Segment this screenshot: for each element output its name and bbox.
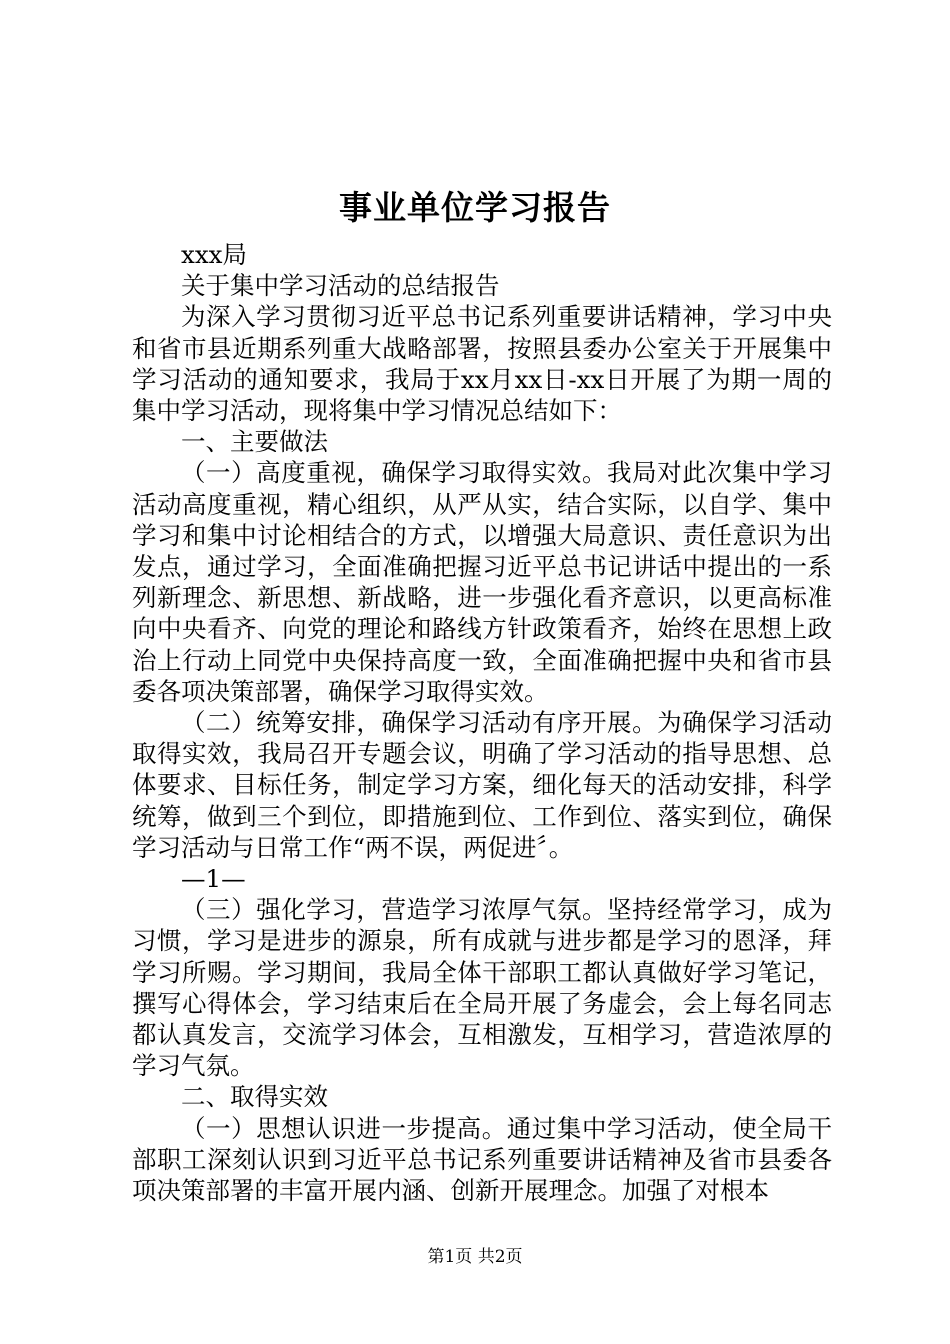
document-title: 事业单位学习报告	[339, 188, 611, 227]
page-footer: 第1页 共2页	[427, 1247, 523, 1267]
section-heading-results: 二、取得实效	[181, 1082, 328, 1112]
report-subject: 关于集中学习活动的总结报告	[181, 271, 500, 301]
intro-paragraph: 为深入学习贯彻习近平总书记系列重要讲话精神，学习中央和省市县近期系列重大战略部署，按照县委办公室关于开展集中学习活动的通知要求，我局于xx月xx日-xx日开展了为期一周的集中学习活动，现将集中学习情况总结如下：	[132, 302, 832, 426]
paragraph-result-1: （一）思想认识进一步提高。通过集中学习活动，使全局干部职工深刻认识到习近平总书记系列重要讲话精神及省市县委各项决策部署的丰富开展内涵、创新开展理念。加强了对根本	[132, 1113, 832, 1206]
document-body	[132, 239, 832, 1206]
paragraph-item-1: （一）高度重视，确保学习取得实效。我局对此次集中学习活动高度重视，精心组织，从严从实，结合实际，以自学、集中学习和集中讨论相结合的方式，以增强大局意识、责任意识为出发点，通过学习，全面准确把握习近平总书记讲话中提出的一系列新理念、新思想、新战略，进一步强化看齐意识，以更高标准向中央看齐、向党的理论和路线方针政策看齐，始终在思想上政治上行动上同党中央保持高度一致，全面准确把握中央和省市县委各项决策部署，确保学习取得实效。	[132, 458, 832, 706]
inline-page-marker: —1—	[181, 864, 246, 894]
org-name: xxx局	[181, 240, 247, 269]
section-heading-main-practices: 一、主要做法	[181, 427, 328, 457]
paragraph-item-3: （三）强化学习，营造学习浓厚气氛。坚持经常学习，成为习惯，学习是进步的源泉，所有成就与进步都是学习的恩泽，拜学习所赐。学习期间，我局全体干部职工都认真做好学习笔记，撰写心得体会，学习结束后在全局开展了务虚会，会上每名同志都认真发言，交流学习体会，互相激发，互相学习，营造浓厚的学习气氛。	[132, 895, 832, 1081]
paragraph-item-2: （二）统筹安排，确保学习活动有序开展。为确保学习活动取得实效，我局召开专题会议，明确了学习活动的指导思想、总体要求、目标任务，制定学习方案，细化每天的活动安排，科学统筹，做到三个到位，即措施到位、工作到位、落实到位，确保学习活动与日常工作“两不误，两促进〞。	[132, 708, 832, 862]
